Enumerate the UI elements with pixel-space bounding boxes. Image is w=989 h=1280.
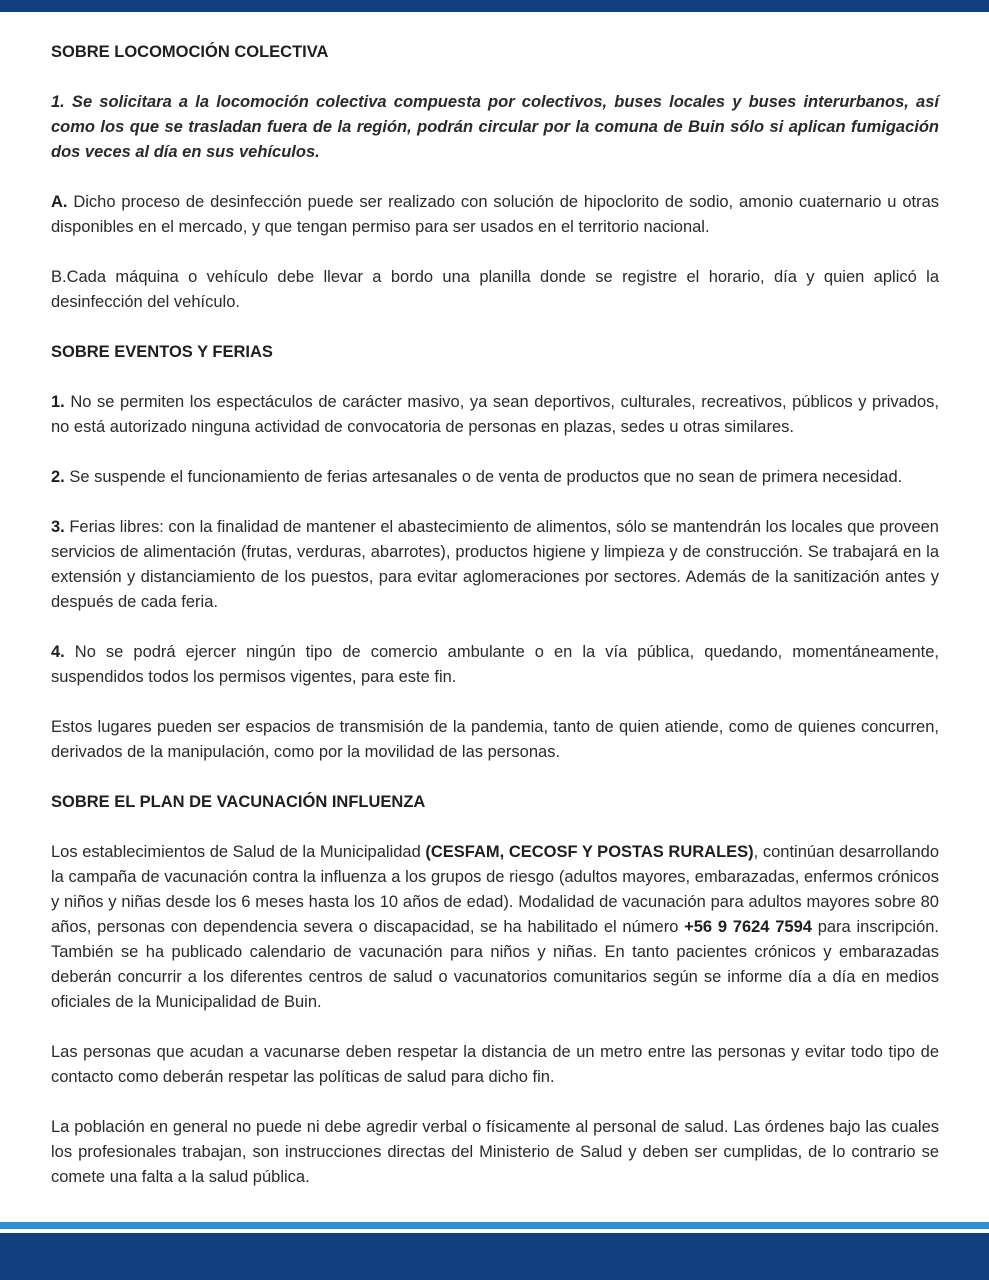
section-heading-vaccination: SOBRE EL PLAN DE VACUNACIÓN INFLUENZA <box>51 793 426 811</box>
events-item-4 <box>51 640 939 690</box>
item-text: Ferias libres: con la finalidad de mantener el abastecimiento de alimentos, sólo se mantendrán los locales que proveen servicios de alimentación (frutas, verduras, abarrotes), productos higiene y limpieza y de construcción. Se trabajará en la extensión y distanciamiento de los puestos, para evitar aglomeraciones por sectores. Además de la sanitización antes y después de cada feria. <box>51 518 939 611</box>
spacer <box>51 65 939 90</box>
spacer <box>51 440 939 465</box>
document-body <box>51 40 939 1190</box>
phone-number: +56 9 7624 7594 <box>684 918 812 936</box>
item-text: No se permiten los espectáculos de carácter masivo, ya sean deportivos, culturales, recreativos, públicos y privados, no está autorizado ninguna actividad de convocatoria de personas en plazas, sedes u otras similares. <box>51 393 939 436</box>
spacer <box>51 690 939 715</box>
spacer <box>51 815 939 840</box>
transport-lead-paragraph: 1. Se solicitara a la locomoción colectiva compuesta por colectivos, buses locales y buses interurbanos, así como los que se trasladan fuera de la región, podrán circular por la comuna de Buin sólo si aplican fumigación dos veces al día en sus vehículos. <box>51 93 939 161</box>
section-heading-transport: SOBRE LOCOMOCIÓN COLECTIVA <box>51 43 329 61</box>
top-header-band <box>0 0 989 12</box>
footer-band <box>0 1233 989 1280</box>
item-label: 1. <box>51 393 65 411</box>
events-item-1 <box>51 390 939 440</box>
spacer <box>51 1015 939 1040</box>
spacer <box>51 615 939 640</box>
text-run: Los establecimientos de Salud de la Municipalidad <box>51 843 426 861</box>
events-item-2 <box>51 465 939 490</box>
footer-accent-stripe <box>0 1222 989 1229</box>
transport-item-a <box>51 190 939 240</box>
spacer <box>51 165 939 190</box>
vaccination-paragraph-1 <box>51 840 939 1015</box>
text-run: para inscripción. También se ha publicado calendario de vacunación para niños y niñas. En tanto pacientes crónicos y embarazadas deberán concurrir a los diferentes centros de salud o vacunatorios comunitarios según se informe día a día en medios oficiales de la Municipalidad de Buin. <box>51 918 940 1011</box>
item-text: Dicho proceso de desinfección puede ser realizado con solución de hipoclorito de sodio, amonio cuaternario u otras disponibles en el mercado, y que tengan permiso para ser usados en el territorio nacional. <box>51 193 939 236</box>
health-centers-label: (CESFAM, CECOSF Y POSTAS RURALES) <box>425 843 754 861</box>
item-text: Se suspende el funcionamiento de ferias artesanales o de venta de productos que no sean de primera necesidad. <box>64 468 903 486</box>
spacer <box>51 315 939 340</box>
text-run: , continúan desarrollando la campaña de vacunación contra la influenza a los grupos de riesgo (adultos mayores, embarazadas, enfermos crónicos y niños y niñas desde los 6 meses hasta los 10 años de edad). Modalidad de vacunación para adultos mayores sobre 80 años, personas con dependencia severa o discapacidad, se ha habilitado el número <box>51 843 939 936</box>
vaccination-paragraph-3: La población en general no puede ni debe agredir verbal o físicamente al personal de salud. Las órdenes bajo las cuales los profesionales trabajan, son instrucciones directas del Ministerio de Salud y deben ser cumplidas, de lo contrario se comete una falta a la salud pública. <box>51 1118 939 1186</box>
vaccination-paragraph-2: Las personas que acudan a vacunarse deben respetar la distancia de un metro entre las personas y evitar todo tipo de contacto como deberán respetar las políticas de salud para dicho fin. <box>51 1043 939 1086</box>
spacer <box>51 240 939 265</box>
events-item-3 <box>51 515 939 615</box>
transport-item-b: B.Cada máquina o vehículo debe llevar a bordo una planilla donde se registre el horario, día y quien aplicó la desinfección del vehículo. <box>51 268 939 311</box>
spacer <box>51 765 939 790</box>
spacer <box>51 1090 939 1115</box>
section-heading-events: SOBRE EVENTOS Y FERIAS <box>51 343 273 361</box>
item-label: 2. <box>51 468 65 486</box>
item-label: A. <box>51 193 68 211</box>
item-label: 3. <box>51 518 65 536</box>
item-text: No se podrá ejercer ningún tipo de comercio ambulante o en la vía pública, quedando, momentáneamente, suspendidos todos los permisos vigentes, para este fin. <box>51 643 939 686</box>
spacer <box>51 365 939 390</box>
spacer <box>51 490 939 515</box>
events-closing-paragraph: Estos lugares pueden ser espacios de transmisión de la pandemia, tanto de quien atiende, como de quienes concurren, derivados de la manipulación, como por la movilidad de las personas. <box>51 718 939 761</box>
item-label: 4. <box>51 643 65 661</box>
